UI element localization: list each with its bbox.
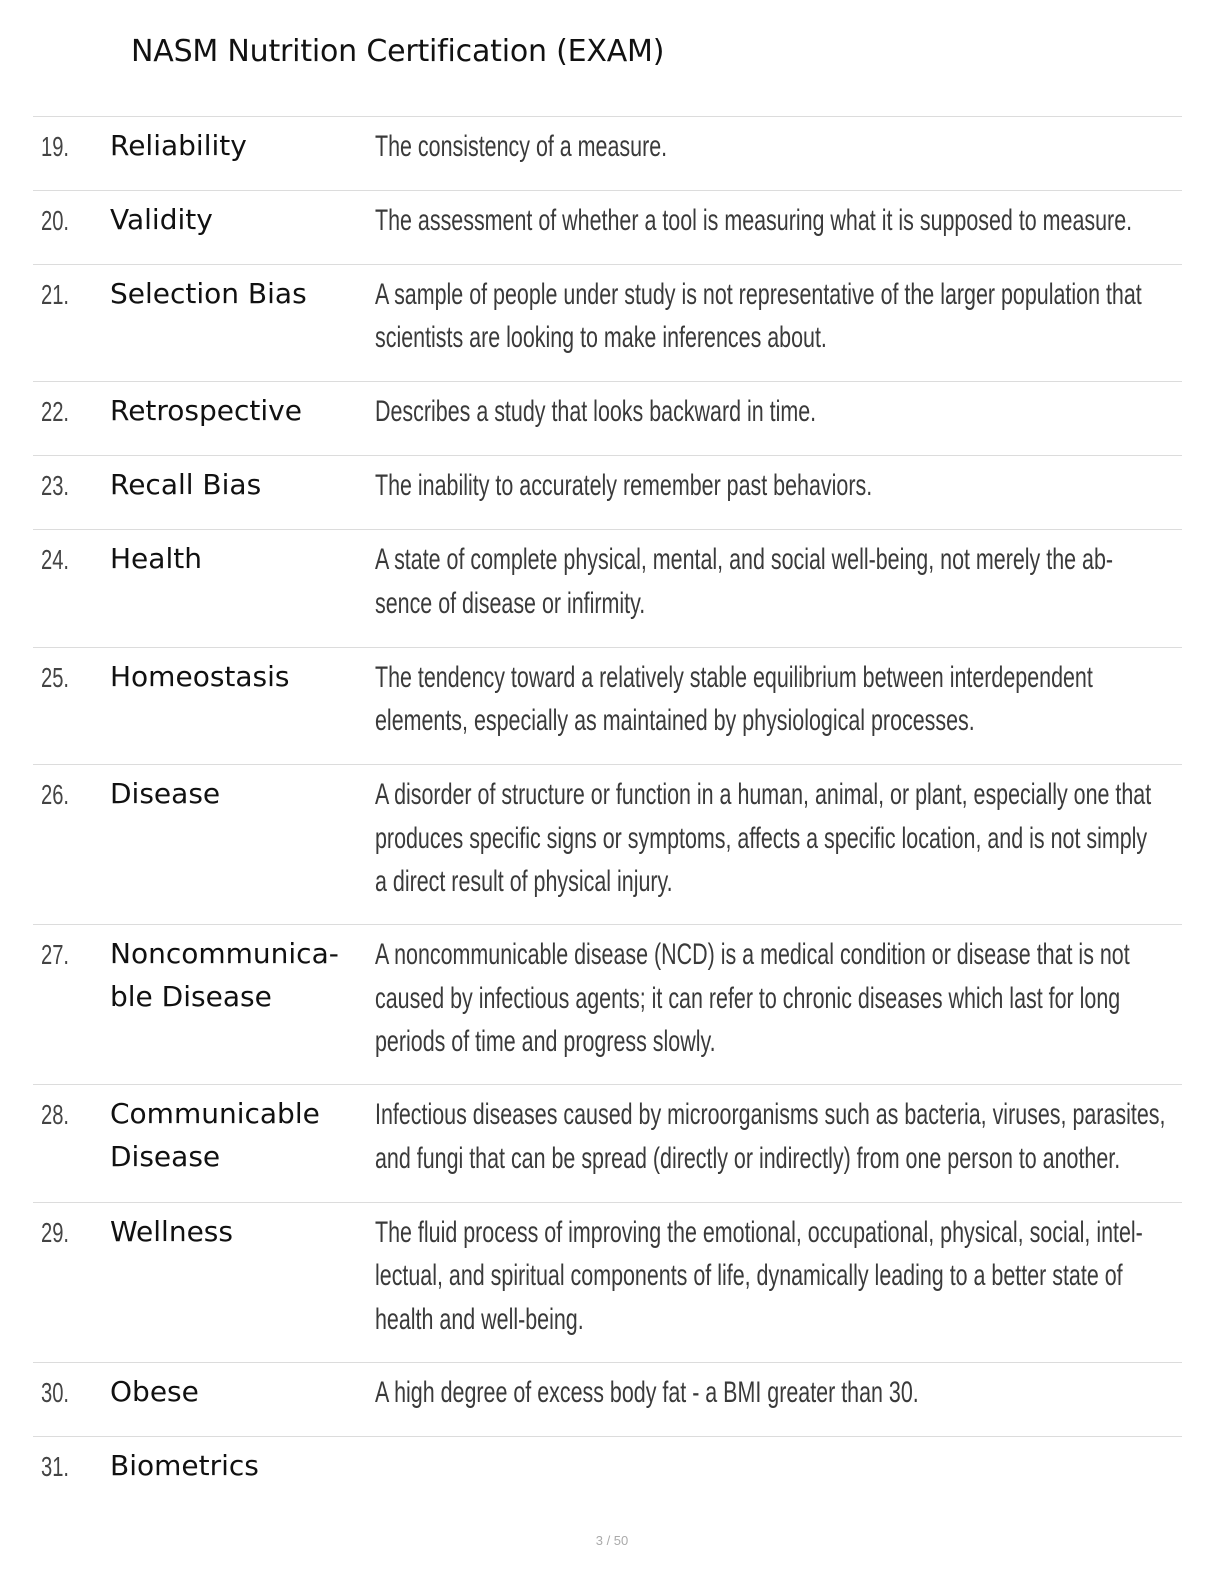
term-word — [110, 124, 370, 167]
term-definition-line: sence of disease or infirmity. — [375, 586, 646, 620]
term-word — [110, 1444, 370, 1487]
term-definition — [375, 125, 1162, 169]
term-number: 21. — [41, 278, 70, 310]
term-word-line: Health — [110, 542, 202, 575]
term-row — [33, 1436, 1182, 1510]
term-row — [33, 190, 1182, 264]
term-definition-line: produces specific signs or symptoms, affects a specific location, and is not simply — [375, 821, 1148, 855]
term-number: 27. — [41, 939, 70, 970]
term-word — [110, 772, 370, 815]
term-word-line: Noncommunica- — [110, 937, 339, 970]
term-definition-line: scientists are looking to make inferences about. — [375, 321, 827, 354]
term-word-line: Reliability — [110, 129, 247, 162]
term-number: 25. — [41, 661, 70, 693]
term-definition-line: Describes a study that looks backward in time. — [375, 395, 817, 428]
term-word — [110, 1210, 370, 1253]
document-title: NASM Nutrition Certification (EXAM) — [131, 34, 665, 69]
term-row — [33, 381, 1182, 455]
term-definition — [375, 464, 1162, 508]
term-number: 22. — [41, 396, 70, 427]
term-number: 24. — [41, 544, 70, 575]
term-row — [33, 455, 1182, 529]
term-word-line: Validity — [110, 202, 213, 236]
term-row — [33, 1362, 1182, 1436]
term-number: 29. — [41, 1216, 70, 1248]
term-word — [110, 389, 370, 432]
term-word-line: Obese — [110, 1374, 199, 1408]
term-definition — [375, 656, 1162, 743]
term-number: 28. — [41, 1099, 70, 1130]
term-row — [33, 116, 1182, 190]
term-definition-line: Infectious diseases caused by microorganisms such as bacteria, viruses, parasites, — [375, 1098, 1166, 1131]
term-word — [110, 272, 370, 315]
term-definition-line: caused by infectious agents; it can refer to chronic diseases which last for long — [375, 981, 1121, 1015]
term-word — [110, 1370, 370, 1413]
term-number: 19. — [41, 131, 70, 162]
term-word — [110, 198, 370, 241]
term-row — [33, 647, 1182, 765]
term-definition-line: A disorder of structure or function in a human, animal, or plant, especially one that — [375, 778, 1152, 811]
term-word-line: Homeostasis — [110, 659, 290, 693]
term-number: 30. — [41, 1376, 70, 1408]
term-word-line: Communicable — [110, 1097, 320, 1130]
term-word-line: Selection Bias — [110, 276, 307, 310]
term-row — [33, 529, 1182, 647]
term-definition-line: and fungi that can be spread (directly or indirectly) from one person to another. — [375, 1141, 1121, 1175]
term-definition-line: elements, especially as maintained by physiological processes. — [375, 704, 975, 737]
term-definition-line: The consistency of a measure. — [375, 130, 668, 163]
term-word-line: Retrospective — [110, 394, 302, 427]
term-definition-line: A sample of people under study is not representative of the larger population that — [375, 277, 1142, 311]
term-definition — [375, 199, 1162, 243]
term-definition-line: A state of complete physical, mental, and social well-being, not merely the ab- — [375, 543, 1114, 576]
term-definition-line: The inability to accurately remember past behaviors. — [375, 469, 873, 502]
term-row — [33, 924, 1182, 1084]
term-definition — [375, 773, 1162, 904]
term-definition — [375, 1093, 1166, 1180]
term-word — [110, 655, 370, 698]
term-definition — [375, 1371, 1162, 1415]
term-definition-line: A noncommunicable disease (NCD) is a medical condition or disease that is not — [375, 938, 1130, 971]
term-word — [110, 932, 370, 1018]
term-number: 31. — [41, 1450, 70, 1482]
term-word — [110, 1092, 370, 1178]
term-word-line: Disease — [110, 1140, 221, 1173]
term-number: 20. — [41, 204, 70, 236]
term-number: 26. — [41, 779, 70, 810]
term-definition — [375, 933, 1162, 1064]
term-definition-line: The assessment of whether a tool is measuring what it is supposed to measure. — [375, 203, 1133, 237]
term-definition — [375, 390, 1162, 434]
terms-list — [33, 116, 1182, 1510]
term-row — [33, 1202, 1182, 1362]
term-row — [33, 264, 1182, 382]
term-definition-line: A high degree of excess body fat - a BMI greater than 30. — [375, 1375, 919, 1409]
term-number: 23. — [41, 470, 70, 501]
term-definition — [375, 1211, 1162, 1342]
term-definition-line: a direct result of physical injury. — [375, 865, 673, 898]
term-word-line: Recall Bias — [110, 468, 262, 501]
term-row — [33, 764, 1182, 924]
term-word-line: Wellness — [110, 1214, 233, 1248]
term-word-line: Disease — [110, 777, 221, 810]
term-word-line: ble Disease — [110, 980, 272, 1013]
term-word — [110, 463, 370, 506]
term-word-line: Biometrics — [110, 1448, 259, 1482]
term-word — [110, 537, 370, 580]
term-definition-line: The tendency toward a relatively stable equilibrium between interdependent — [375, 660, 1093, 694]
term-row — [33, 1084, 1182, 1202]
page-number: 3 / 50 — [595, 1533, 629, 1548]
term-definition — [375, 538, 1162, 625]
term-definition-line: The fluid process of improving the emotional, occupational, physical, social, intel- — [375, 1215, 1143, 1249]
term-definition-line: lectual, and spiritual components of life, dynamically leading to a better state of — [375, 1259, 1123, 1292]
term-definition — [375, 273, 1162, 360]
term-definition-line: health and well-being. — [375, 1302, 584, 1336]
term-definition-line: periods of time and progress slowly. — [375, 1025, 716, 1058]
